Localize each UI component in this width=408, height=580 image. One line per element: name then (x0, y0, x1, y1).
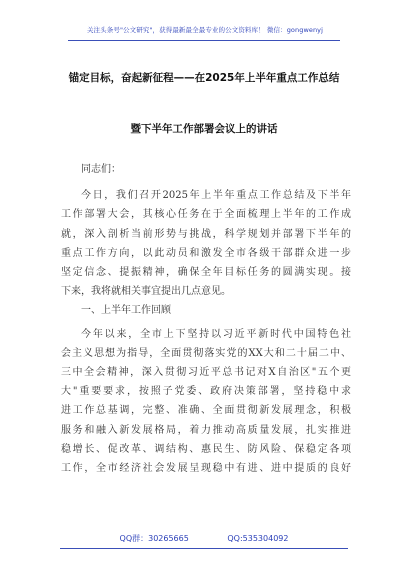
paragraph-intro (61, 186, 351, 301)
header-banner: 关注头条号"公文研究"，获得最新最全最专业的公文资料库！ 微信：gongwenyj (86, 26, 324, 34)
text-line: 重点工作方向，以此动员和激发全市各级干部群众进一步 (61, 247, 351, 259)
footer-divider (60, 548, 348, 549)
header-divider (68, 40, 340, 41)
text-line: 坚定信念、提振精神，确保全年目标任务的圆满实现。接 (61, 267, 351, 279)
text-line: 就，深入剖析当前形势与挑战，科学规划并部署下半年的 (61, 228, 351, 240)
footer (0, 533, 408, 544)
document-body (61, 160, 351, 478)
text-line: 今日，我们召开2025年上半年重点工作总结及下半年 (81, 190, 351, 202)
text-line: 服务和融入新发展格局，着力推动高质量发展，扎实推进 (61, 424, 351, 436)
text-line: 三中全会精神，深入贯彻习近平总书记对X自治区"五个更 (61, 367, 351, 379)
text-line: 进工作总基调，完整、准确、全面贯彻新发展理念，积极 (61, 405, 351, 417)
text-line: 大"重要要求，按照子党委、政府决策部署，坚持稳中求 (61, 386, 351, 398)
text-line: 会主义思想为指导，全面贯彻落实党的XX大和二十届二中、 (61, 347, 351, 359)
document-title-line-2: 暨下半年工作部署会议上的讲话 (130, 123, 278, 135)
paragraph-review (61, 325, 351, 479)
section-heading: 一、上半年工作回顾 (81, 305, 171, 317)
text-line: 稳增长、促改革、调结构、惠民生、防风险、保稳定各项 (61, 443, 351, 455)
greeting: 同志们： (81, 164, 121, 175)
text-line: 工作，全市经济社会发展呈现稳中有进、进中提质的良好 (61, 463, 351, 475)
text-line: 工作部署大会，其核心任务在于全面梳理上半年的工作成 (61, 209, 351, 221)
document-title-line-1: 锚定目标，奋起新征程——在2025年上半年重点工作总结 (68, 72, 340, 84)
text-line: 今年以来，全市上下坚持以习近平新时代中国特色社 (81, 328, 351, 340)
footer-qq-group: QQ群：30265665 (119, 534, 189, 543)
text-line: 下来，我将就相关事宜提出几点意见。 (61, 286, 231, 298)
footer-qq: QQ:535304092 (227, 534, 289, 543)
